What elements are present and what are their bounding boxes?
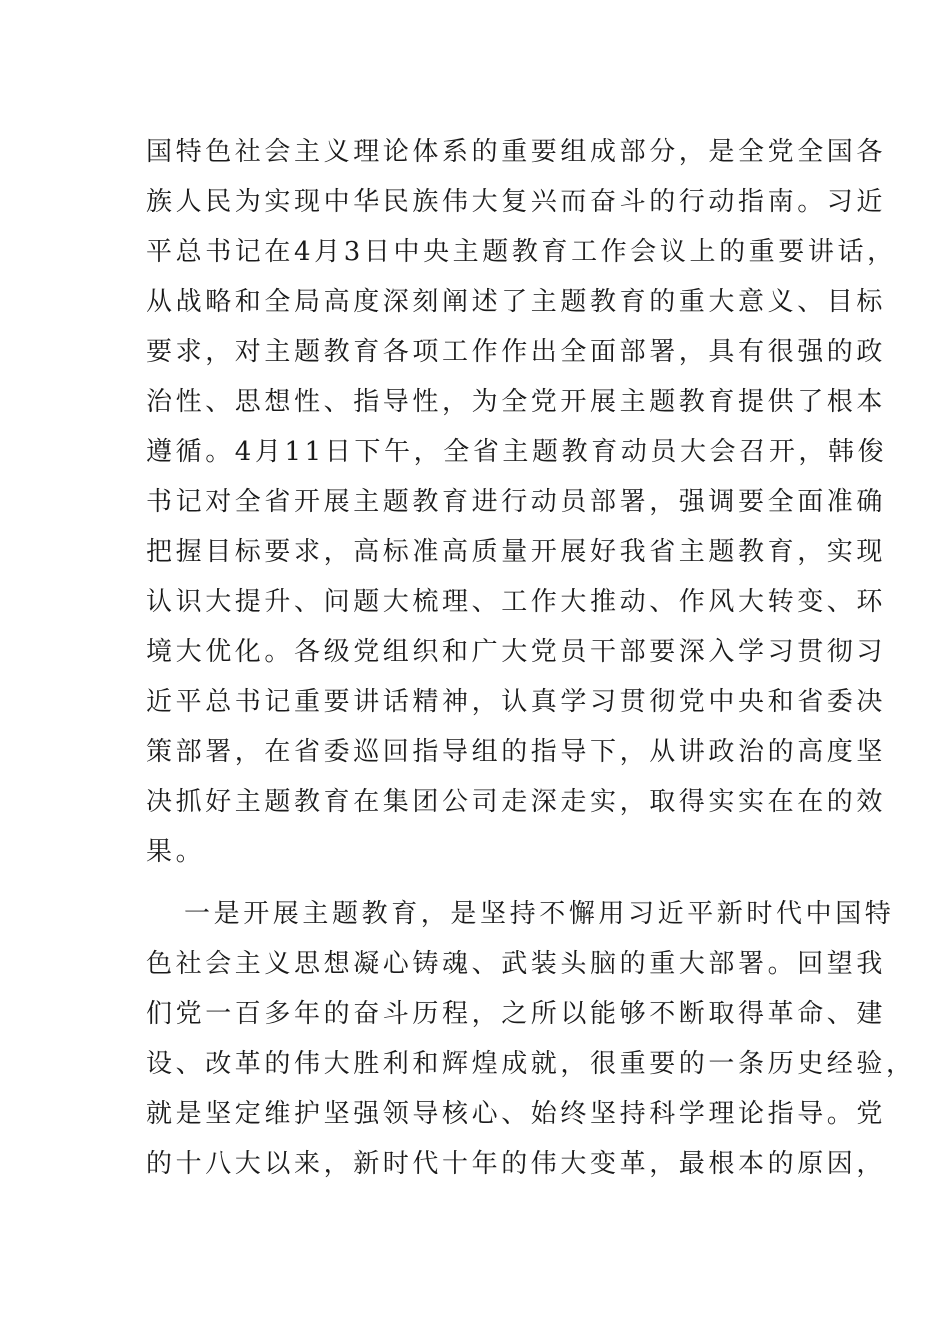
text-line: 一是开展主题教育，是坚持不懈用习近平新时代中国特 [184, 899, 895, 929]
text-line: 近平总书记重要讲话精神，认真学习贯彻党中央和省委决 [146, 687, 887, 717]
text-line: 策部署，在省委巡回指导组的指导下，从讲政治的高度坚 [146, 737, 887, 767]
text-line: 国特色社会主义理论体系的重要组成部分，是全党全国各 [146, 137, 887, 167]
paragraph-1 [146, 127, 897, 877]
text-line: 们党一百多年的奋斗历程，之所以能够不断取得革命、建 [146, 999, 887, 1029]
text-line: 把握目标要求，高标准高质量开展好我省主题教育，实现 [146, 537, 887, 567]
text-line: 决抓好主题教育在集团公司走深走实，取得实实在在的效 [146, 787, 887, 817]
text-line: 果。 [146, 837, 206, 867]
paragraph-spacer [146, 877, 806, 889]
text-line: 要求，对主题教育各项工作作出全面部署，具有很强的政 [146, 337, 887, 367]
text-line: 境大优化。各级党组织和广大党员干部要深入学习贯彻习 [146, 637, 887, 667]
paragraph-2 [146, 889, 916, 1189]
text-line: 平总书记在4月3日中央主题教育工作会议上的重要讲话， [146, 237, 897, 267]
text-line: 的十八大以来，新时代十年的伟大变革，最根本的原因， [146, 1149, 887, 1179]
text-line: 遵循。4月11日下午，全省主题教育动员大会召开，韩俊 [146, 437, 888, 467]
text-line: 从战略和全局高度深刻阐述了主题教育的重大意义、目标 [146, 287, 887, 317]
text-line: 就是坚定维护坚强领导核心、始终坚持科学理论指导。党 [146, 1099, 887, 1129]
document-body [146, 127, 916, 1189]
text-line: 认识大提升、问题大梳理、工作大推动、作风大转变、环 [146, 587, 887, 617]
text-line: 色社会主义思想凝心铸魂、武装头脑的重大部署。回望我 [146, 949, 887, 979]
text-line: 书记对全省开展主题教育进行动员部署，强调要全面准确 [146, 487, 887, 517]
text-line: 治性、思想性、指导性，为全党开展主题教育提供了根本 [146, 387, 887, 417]
text-line: 设、改革的伟大胜利和辉煌成就，很重要的一条历史经验， [146, 1049, 916, 1079]
text-line: 族人民为实现中华民族伟大复兴而奋斗的行动指南。习近 [146, 187, 887, 217]
